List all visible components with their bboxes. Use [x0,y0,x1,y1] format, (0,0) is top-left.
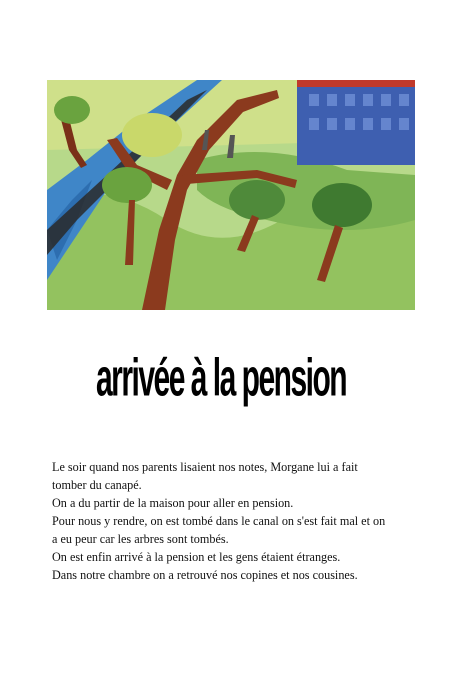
story-line: Le soir quand nos parents lisaient nos notes, Morgane lui a fait [52,460,358,474]
story-line: Pour nous y rendre, on est tombé dans le canal on s'est fait mal et on [52,514,386,528]
title-container [96,350,346,412]
page-title: arrivée à la pension [96,350,347,408]
crayon-drawing-icon [47,80,415,310]
story-line: On est enfin arrivé à la pension et les gens étaient étranges. [52,550,341,564]
story-line: Dans notre chambre on a retrouvé nos copines et nos cousines. [52,568,358,582]
story-line: a eu peur car les arbres sont tombés. [52,532,229,546]
illustration [47,80,415,310]
story-line: On a du partir de la maison pour aller en pension. [52,496,294,510]
story-line: tomber du canapé. [52,478,142,492]
story-text [52,458,447,584]
